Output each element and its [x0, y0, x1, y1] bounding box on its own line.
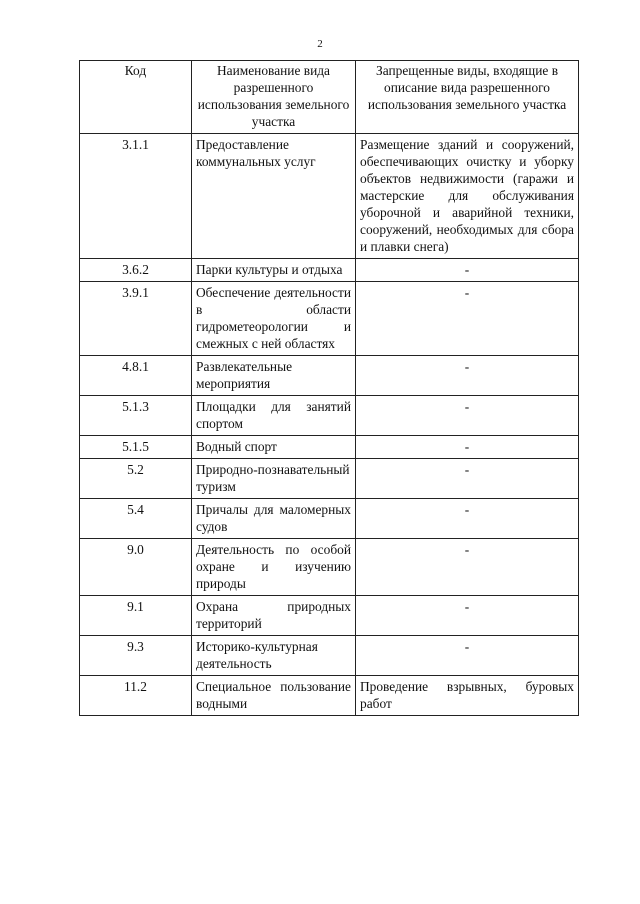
row-forbidden-cell: -	[356, 259, 579, 282]
row-name-cell: Специальное пользование водными	[192, 676, 356, 716]
row-code-cell: 11.2	[80, 676, 192, 716]
table-row	[80, 436, 579, 459]
row-forbidden-cell: Размещение зданий и сооружений, обеспечивающих очистку и уборку объектов недвижимости (гаражи и мастерские для обслуживания уборочной и аварийной техники, сооружений, необходимых для сбора и плавки снега)	[356, 134, 579, 259]
row-code-cell: 3.9.1	[80, 282, 192, 356]
row-code-cell: 9.1	[80, 596, 192, 636]
row-code-cell: 9.3	[80, 636, 192, 676]
table-row	[80, 459, 579, 499]
row-code-cell: 9.0	[80, 539, 192, 596]
row-name-cell: Водный спорт	[192, 436, 356, 459]
page-number: 2	[317, 38, 323, 50]
row-code-cell: 5.1.3	[80, 396, 192, 436]
row-name-cell: Охрана природных территорий	[192, 596, 356, 636]
table-row	[80, 596, 579, 636]
row-name-cell: Природно-познавательный туризм	[192, 459, 356, 499]
row-name-cell: Деятельность по особой охране и изучению природы	[192, 539, 356, 596]
row-code-cell: 5.4	[80, 499, 192, 539]
row-code-cell: 5.2	[80, 459, 192, 499]
row-forbidden-cell: -	[356, 356, 579, 396]
table-row	[80, 259, 579, 282]
row-name-cell: Площадки для занятий спортом	[192, 396, 356, 436]
table-row	[80, 356, 579, 396]
row-forbidden-cell: -	[356, 396, 579, 436]
row-forbidden-cell: -	[356, 282, 579, 356]
header-forbidden: Запрещенные виды, входящие в описание вида разрешенного использования земельного участка	[356, 61, 579, 134]
table-row	[80, 134, 579, 259]
row-name-cell: Причалы для маломерных судов	[192, 499, 356, 539]
row-name-cell: Развлекательные мероприятия	[192, 356, 356, 396]
row-forbidden-cell: -	[356, 459, 579, 499]
row-forbidden-cell: -	[356, 436, 579, 459]
table-header-row	[80, 61, 579, 134]
table-row	[80, 676, 579, 716]
row-code-cell: 3.6.2	[80, 259, 192, 282]
row-forbidden-cell: -	[356, 499, 579, 539]
table-body	[80, 134, 579, 716]
row-code-cell: 4.8.1	[80, 356, 192, 396]
header-code: Код	[80, 61, 192, 134]
land-use-table	[79, 60, 579, 716]
table-row	[80, 282, 579, 356]
row-code-cell: 5.1.5	[80, 436, 192, 459]
header-name: Наименование вида разрешенного использования земельного участка	[192, 61, 356, 134]
row-forbidden-cell: -	[356, 539, 579, 596]
table-row	[80, 636, 579, 676]
row-code-cell: 3.1.1	[80, 134, 192, 259]
row-name-cell: Предоставление коммунальных услуг	[192, 134, 356, 259]
row-name-cell: Обеспечение деятельности в области гидрометеорологии и смежных с ней областях	[192, 282, 356, 356]
row-forbidden-cell: -	[356, 596, 579, 636]
row-forbidden-cell: Проведение взрывных, буровых работ	[356, 676, 579, 716]
row-name-cell: Историко-культурная деятельность	[192, 636, 356, 676]
table-row	[80, 539, 579, 596]
row-forbidden-cell: -	[356, 636, 579, 676]
row-name-cell: Парки культуры и отдыха	[192, 259, 356, 282]
table-row	[80, 396, 579, 436]
table-row	[80, 499, 579, 539]
